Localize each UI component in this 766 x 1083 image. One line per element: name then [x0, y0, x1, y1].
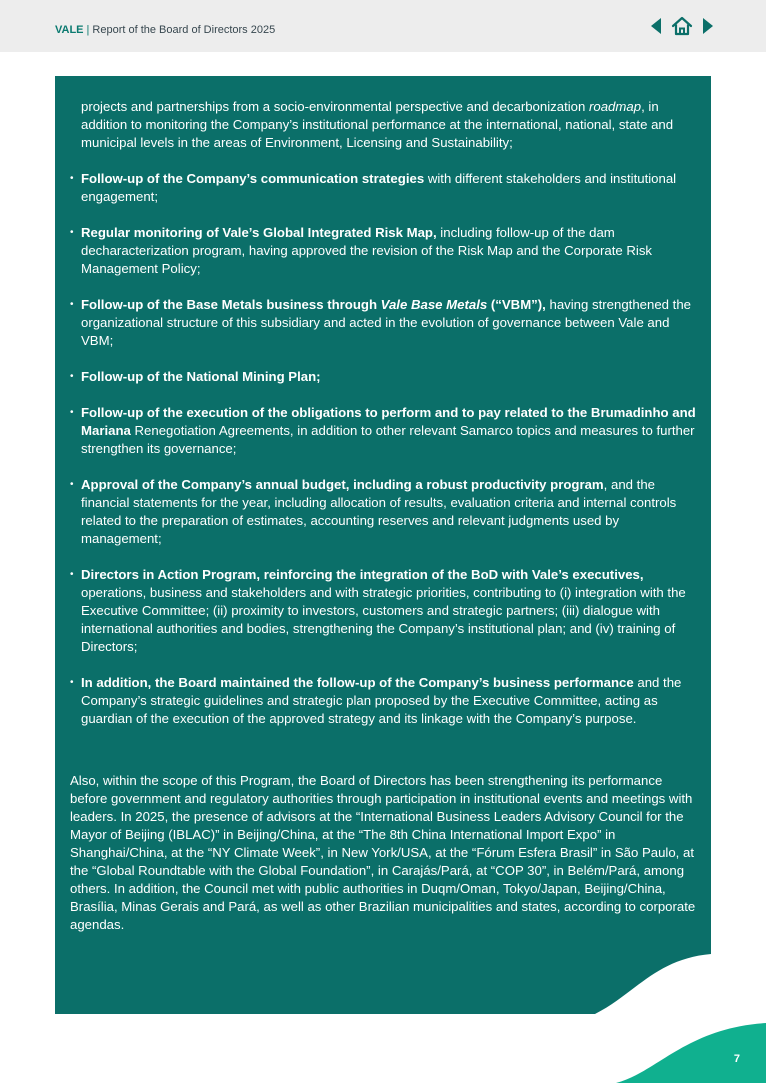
bullet-bold: Approval of the Company’s annual budget, including a robust productivity program — [81, 477, 604, 492]
list-item — [70, 296, 696, 350]
intro-text-1: projects and partnerships from a socio-environmental perspective and decarbonization — [81, 99, 589, 114]
breadcrumb — [55, 24, 275, 36]
bullet-text: and the Company’s strategic guidelines and strategic plan proposed by the Executive Committee, acting as guardian of the execution of the approved strategy and its linkage with the Company’s purpose. — [81, 675, 682, 726]
bullet-list — [70, 170, 696, 728]
list-item — [70, 368, 696, 386]
page-header — [0, 0, 766, 52]
bullet-bold-italic: Vale Base Metals — [380, 297, 488, 312]
decorative-wave — [55, 954, 711, 1014]
list-item — [70, 224, 696, 278]
prev-arrow-icon — [651, 18, 661, 34]
next-page-button[interactable] — [700, 14, 716, 38]
intro-text-2: , in addition to monitoring the Company’s institutional performance at the international, national, state and municipal levels in the areas of Environment, Licensing and Sustainability; — [81, 99, 674, 150]
bullet-text: operations, business and stakeholders and with strategic priorities, contributing to (i) integration with the Executive Committee; (ii) proximity to investors, customers and strategic partners; (iii) dialogue with international authorities and bodies, strengthening the Company’s institutional plan; and (iv) training of Directors; — [81, 585, 686, 654]
bullet-text: with different stakeholders and institutional engagement; — [81, 171, 677, 204]
bullet-bold: Directors in Action Program, reinforcing the integration of the BoD with Vale’s executives, — [81, 567, 644, 582]
bullet-bold: Regular monitoring of Vale’s Global Integrated Risk Map, — [81, 225, 437, 240]
intro-paragraph — [70, 98, 696, 152]
home-button[interactable] — [668, 14, 696, 38]
brand-name: VALE — [55, 24, 84, 36]
bullet-text: having strengthened the organizational structure of this subsidiary and acted in the evolution of governance between Vale and VBM; — [81, 297, 692, 348]
bullet-text: including follow-up of the dam decharacterization program, having approved the revision of the Risk Map and the Corporate Risk Management Policy; — [81, 225, 653, 276]
content-panel — [55, 76, 711, 1014]
brand-separator: | — [86, 24, 90, 36]
list-item — [70, 170, 696, 206]
home-icon — [671, 16, 693, 36]
bullet-bold: Follow-up of the National Mining Plan; — [81, 369, 321, 384]
bullet-bold: Follow-up of the Base Metals business through — [81, 297, 381, 312]
next-arrow-icon — [703, 18, 713, 34]
corner-wave — [616, 1023, 766, 1083]
report-title: Report of the Board of Directors 2025 — [92, 24, 276, 36]
bullet-bold: Follow-up of the execution of the obligations to perform and to pay related to the Brumadinho and Mariana — [81, 405, 696, 438]
bullet-bold-2: (“VBM”), — [487, 297, 546, 312]
list-item — [70, 674, 696, 728]
intro-italic: roadmap — [589, 99, 642, 114]
bullet-text: , and the financial statements for the year, including allocation of results, evaluation criteria and internal controls related to the preparation of estimates, accounting reserves and relevant judgments used by management; — [81, 477, 677, 546]
page-number: 7 — [733, 1053, 740, 1065]
list-item — [70, 404, 696, 458]
bullet-text: Renegotiation Agreements, in addition to other relevant Samarco topics and measures to further strengthen its governance; — [81, 423, 695, 456]
bullet-bold: Follow-up of the Company’s communication strategies — [81, 171, 425, 186]
bullet-bold: In addition, the Board maintained the follow-up of the Company’s business performance — [81, 675, 634, 690]
prev-page-button[interactable] — [648, 14, 664, 38]
outro-paragraph: Also, within the scope of this Program, the Board of Directors has been strengthening its performance before government and regulatory authorities through participation in institutional events and meetings with leaders. In 2025, the presence of advisors at the “International Business Leaders Advisory Council for the Mayor of Beijing (IBLAC)” in Beijing/China, at the “The 8th China International Import Expo” in Shanghai/China, at the “NY Climate Week”, in New York/USA, at the “Fórum Esfera Brasil” in São Paulo, at the “Global Roundtable with the Global Foundation”, in Carajás/Pará, at “COP 30”, in Belém/Pará, among others. In addition, the Council met with public authorities in Duqm/Oman, Tokyo/Japan, Beijing/China, Brasília, Minas Gerais and Pará, as well as other Brazilian municipalities and states, according to corporate agendas. — [70, 773, 696, 932]
list-item — [70, 476, 696, 548]
list-item — [70, 566, 696, 656]
panel-content — [70, 98, 696, 934]
